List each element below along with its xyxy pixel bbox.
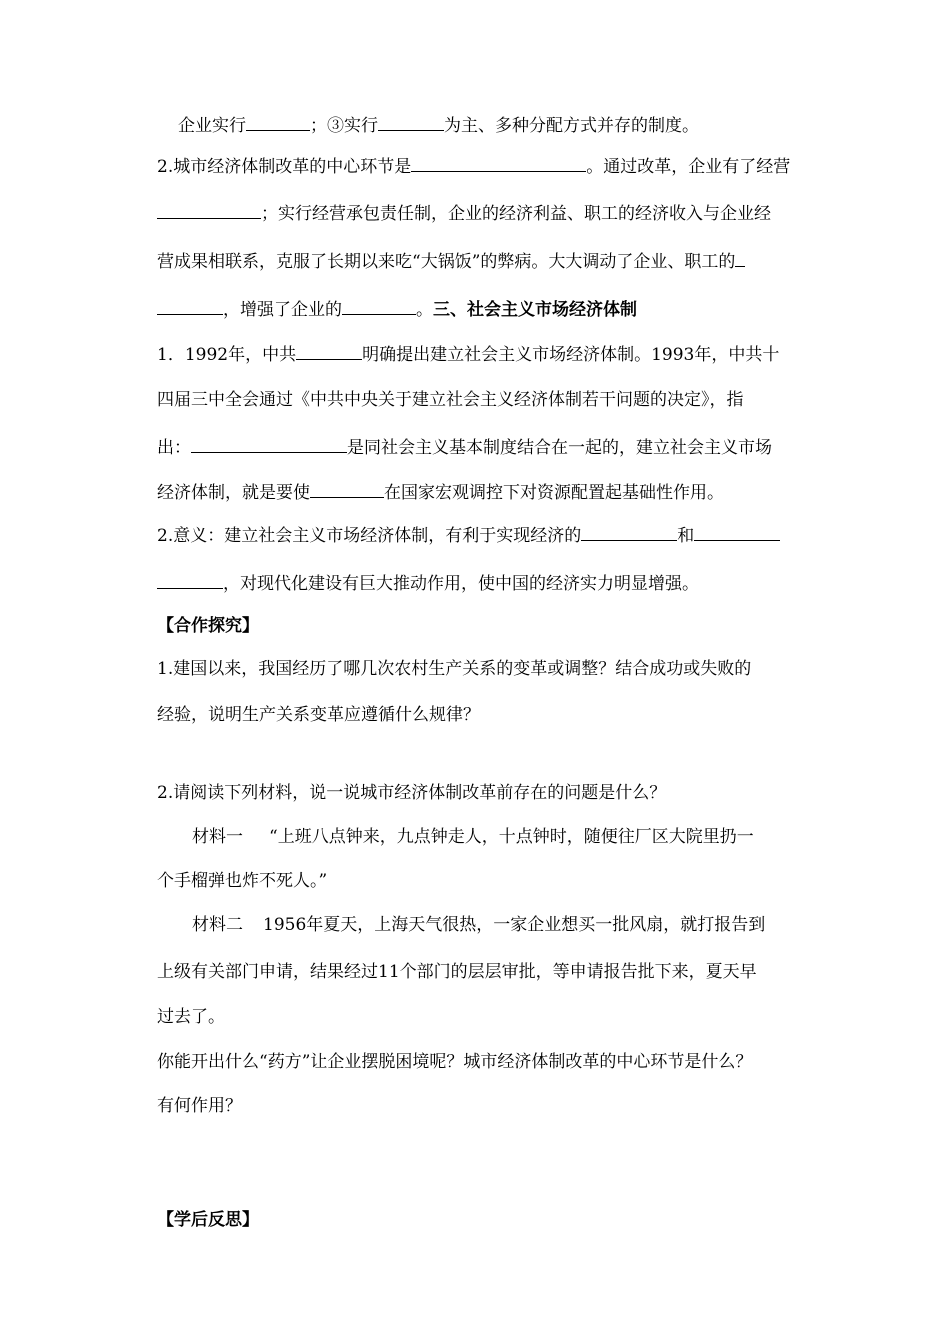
- text-line: 过去了。: [157, 1007, 225, 1027]
- text: 2.意义：建立社会主义市场经济体制，有利于实现经济的: [157, 526, 582, 546]
- text-line: 你能开出什么“药方”让企业摆脱困境呢？城市经济体制改革的中心环节是什么？: [157, 1052, 753, 1072]
- text-line: 1.建国以来，我国经历了哪几次农村生产关系的变革或调整？结合成功或失败的: [157, 659, 752, 679]
- text: 和: [677, 526, 695, 546]
- text-line: 个手榴弹也炸不死人。”: [157, 871, 328, 891]
- text: 1．1992年，中共: [157, 345, 297, 365]
- text-line: [157, 481, 847, 505]
- fill-blank[interactable]: [157, 202, 261, 219]
- fill-blank[interactable]: [735, 250, 745, 267]
- text-line: [192, 913, 848, 937]
- fill-blank[interactable]: [342, 298, 416, 315]
- fill-blank[interactable]: [246, 114, 310, 131]
- fill-blank[interactable]: [411, 155, 586, 172]
- text: “上班八点钟来，九点钟走人，十点钟时，随便往厂区大院里扔一: [269, 827, 754, 847]
- section-heading: 三、社会主义市场经济体制: [433, 300, 637, 320]
- material-label: 材料一: [192, 827, 243, 847]
- text-line: 四届三中全会通过《中共中央关于建立社会主义经济体制若干问题的决定》，指: [157, 390, 744, 410]
- text-line: [157, 524, 847, 548]
- section-heading: 【学后反思】: [157, 1210, 259, 1230]
- text-line: [192, 825, 848, 849]
- text: 为主、多种分配方式并存的制度。: [444, 116, 699, 136]
- text: 。通过改革，企业有了经营: [586, 157, 791, 177]
- text-line: 上级有关部门申请，结果经过11个部门的层层审批，等申请报告批下来，夏天早: [157, 962, 757, 982]
- fill-blank[interactable]: [694, 524, 780, 541]
- fill-blank[interactable]: [157, 298, 223, 315]
- material-label: 材料二: [192, 915, 243, 935]
- text: ，增强了企业的: [223, 300, 342, 320]
- text: ；③实行: [310, 116, 378, 136]
- text: 2.城市经济体制改革的中心环节是: [157, 157, 412, 177]
- text-line: [178, 114, 868, 138]
- text: ，对现代化建设有巨大推动作用，使中国的经济实力明显增强。: [223, 574, 699, 594]
- fill-blank[interactable]: [157, 572, 223, 589]
- text: 营成果相联系，克服了长期以来吃“大锅饭”的弊病。大大调动了企业、职工的: [157, 252, 736, 272]
- text-line: [157, 572, 847, 596]
- text: ；实行经营承包责任制，企业的经济利益、职工的经济收入与企业经: [261, 204, 771, 224]
- fill-blank[interactable]: [296, 343, 362, 360]
- text-line: [157, 202, 847, 226]
- text-line: [157, 298, 847, 322]
- text-line: [157, 250, 847, 274]
- text-line: [157, 343, 847, 367]
- text: 是同社会主义基本制度结合在一起的，建立社会主义市场: [347, 438, 772, 458]
- fill-blank[interactable]: [191, 436, 347, 453]
- text: 。: [416, 300, 433, 320]
- text: 1956年夏天，上海天气很热，一家企业想买一批风扇，就打报告到: [263, 915, 766, 935]
- fill-blank[interactable]: [581, 524, 677, 541]
- section-heading: 【合作探究】: [157, 616, 259, 636]
- text: 在国家宏观调控下对资源配置起基础性作用。: [384, 483, 724, 503]
- text-line: 经验，说明生产关系变革应遵循什么规律？: [157, 705, 480, 725]
- text: 出：: [157, 438, 191, 458]
- text: 明确提出建立社会主义市场经济体制。1993年，中共十: [362, 345, 780, 365]
- text-line: [157, 155, 847, 179]
- text: 企业实行: [178, 116, 246, 136]
- fill-blank[interactable]: [310, 481, 384, 498]
- text-line: 有何作用？: [157, 1096, 242, 1116]
- text-line: 2.请阅读下列材料，说一说城市经济体制改革前存在的问题是什么？: [157, 783, 667, 803]
- fill-blank[interactable]: [378, 114, 444, 131]
- text: 经济体制，就是要使: [157, 483, 310, 503]
- text-line: [157, 436, 847, 460]
